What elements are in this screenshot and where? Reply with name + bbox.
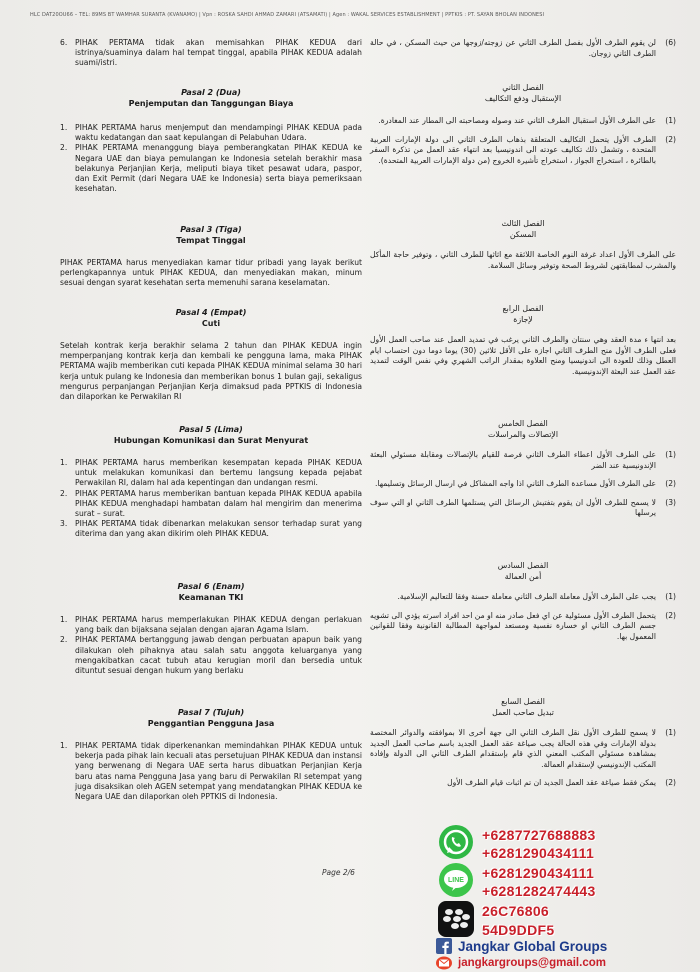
- bbm-pin: 54D9DDF5: [482, 922, 555, 938]
- list-item: 1. PIHAK PERTAMA harus menjemput dan mendampingi PIHAK KEDUA pada waktu kedatangan dan saat kepulangan di Pelabuhan Udara.: [60, 123, 362, 143]
- ar-section-7: [370, 696, 676, 789]
- line-icon: [436, 860, 476, 900]
- email-contact: [436, 956, 606, 970]
- facebook-page: [436, 938, 607, 954]
- ar-section-title: الفصل الخامس: [498, 419, 548, 428]
- ar-section-5: [370, 418, 676, 519]
- ar-section-subtitle: الإستقبال ودفع التكاليف: [484, 94, 562, 103]
- section-title: Pasal 2 (Dua): [181, 88, 241, 97]
- pasal-7: [60, 708, 362, 802]
- ar-section-subtitle: المسكن: [509, 230, 537, 239]
- section-subtitle: Keamanan TKI: [178, 592, 244, 602]
- ar-section-subtitle: تبديل صاحب العمل: [492, 708, 554, 717]
- ar-list-item: (2) الطرف الأول يتحمل التكاليف المتعلقة بذهاب الطرف الثاني الى دولة الإمارات العربية المتحدة ، وتشمل ذلك تكاليف عودته الى اندونيسيا بعد انتهاء عقد العمل من تذكرة السفر بالطائرة ، استخراج الجواز ، استخراج تأشيرة الخروج (من دولة الإمارات العربية المتحدة).: [370, 134, 676, 165]
- list-item: 2. PIHAK PERTAMA bertanggung jawab dengan perbuatan apapun baik yang dilakukan oleh pihaknya atau salah satu anggota keluarganya yang mengakibatkan cacat tubuh atau kerugian moril dan bersedia untuk dituntut sesuai dengan hukum yang berlaku: [60, 635, 362, 676]
- line-number: +6281290434111: [482, 865, 595, 881]
- section-title: Pasal 4 (Empat): [175, 308, 247, 317]
- pasal-5: [60, 425, 362, 540]
- section-list: [60, 741, 362, 802]
- ar-section-6: [370, 560, 676, 642]
- section-subtitle: Penggantian Pengguna Jasa: [147, 718, 275, 728]
- list-item: 2. PIHAK PERTAMA menanggung biaya pemberangkatan PIHAK KEDUA ke Negara UAE dan biaya pemulangan ke Indonesia setelah berakhir masa belakunya Perjanjian Kerja, meliputi biaya tiket pesawat udara, paspor, dan Exit Permit (dari Negara UAE ke Indonesia) serta biaya pemeriksaan kesehatan.: [60, 143, 362, 194]
- section-paragraph: Setelah kontrak kerja berakhir selama 2 tahun dan PIHAK KEDUA ingin memperpanjang kontrak kerja dan kembali ke pengguna lama, maka PIHAK PERTAMA wajib memberikan cuti kepada PIHAK KEDUA minimal selama 30 hari kerja untuk pulang ke Indonesia dan memberikan bonus 1 bulan gaji, sekaligus mengurus perpanjangan Perjanjian Kerja dimaksud pada PPTKIS di Indonesia dan dilaporkan ke Perwakilan RI: [60, 341, 362, 402]
- ar-section-title: الفصل الثالث: [501, 219, 545, 228]
- section-title: Pasal 5 (Lima): [179, 425, 243, 434]
- ar-list-item: (1) على الطرف الأول استقبال الطرف الثاني عند وصوله ومصاحبته الى المطار عند المغادرة.: [378, 116, 676, 125]
- section-title: Pasal 6 (Enam): [177, 582, 245, 591]
- blackberry-icon: [437, 900, 475, 938]
- list-item: 1. PIHAK PERTAMA tidak diperkenankan memindahkan PIHAK KEDUA untuk bekerja pada pihak lain kecuali atas persetujuan PIHAK KEDUA dan instansi yang berwenang di Negara UAE serta harus dibuatkan Perjanjian Kerja baru atas nama Pengguna Jasa yang baru di Perwakilan RI setempat yang juga disaksikan oleh AGEN setempat yang mendatangkan PIHAK KEDUA ke Negara UAE dan dilaporkan oleh PPTKIS di Indonesia.: [60, 741, 362, 802]
- item-6: 6. PIHAK PERTAMA tidak akan memisahkan PIHAK KEDUA dari istrinya/suaminya dalam hal tempat tinggal, apabila PIHAK KEDUA adalah suami/istri.: [60, 38, 362, 68]
- ar-section-subtitle: أمن العمالة: [504, 572, 542, 581]
- section-subtitle: Hubungan Komunikasi dan Surat Menyurat: [113, 435, 309, 445]
- list-item: 1. PIHAK PERTAMA harus memperlakukan PIHAK KEDUA dengan perlakuan yang baik dan bijaksana sejalan dengan ajaran Agama Islam.: [60, 615, 362, 635]
- section-subtitle: Tempat Tinggal: [176, 235, 246, 245]
- section-title: Pasal 3 (Tiga): [180, 225, 242, 234]
- email-address: jangkargroups@gmail.com: [458, 957, 606, 969]
- whatsapp-icon: [436, 822, 476, 862]
- section-title: Pasal 7 (Tujuh): [177, 708, 245, 717]
- section-paragraph: PIHAK PERTAMA harus menyediakan kamar tidur pribadi yang layak berikut perlengkapannya untuk PIHAK KEDUA, dan menyediakan makan, minum sesuai dengan syarat kesehatan serta memenuhi sarana keselamatan.: [60, 258, 362, 288]
- ar-section-paragraph: على الطرف الأول اعداد غرفة النوم الخاصة اللائقة مع اثاثها للطرف الثاني ، وتوفير حاجة المأكل والمشرب لمطابقتهن لشروط الصحة وتوفير وسائل السلامة.: [370, 250, 676, 270]
- ar-section-title: الفصل السادس: [497, 561, 549, 570]
- section-subtitle: Cuti: [201, 318, 221, 328]
- ar-section-subtitle: لإجازة: [513, 315, 533, 324]
- whatsapp-number: +6287727688883: [482, 827, 596, 843]
- whatsapp-number: +6281290434111: [482, 845, 595, 861]
- contact-overlay: [436, 822, 696, 972]
- ar-section-3: [370, 218, 676, 271]
- ar-section-paragraph: بعد انتها ء مدة العقد وهي سنتان والطرف الثاني يرغب في تمديد العمل عند صاحب العمل الأول فعلى الطرف الأول منح الطرف الثاني اجازة على الأقل ثلاثين (30) يوما دوما دون احتساب ايام العطل وذلك للعودة الى اندونيسيا ومنح العلاوة بمقدار الراتب الشهري وفي نفس الوقت لتمديد عقد العمل عند البعثة الإندونيسية.: [370, 335, 676, 376]
- ar-section-4: [370, 303, 676, 377]
- section-list: [60, 615, 362, 676]
- email-icon: [436, 956, 452, 970]
- ar-item-6: (6) لن يقوم الطرف الأول بفصل الطرف الثاني عن زوجته/زوجها من حيث المسكن ، في حالة الطرف الثاني زوجان.: [370, 38, 676, 58]
- pasal-6: [60, 582, 362, 676]
- line-number: +6281282474443: [482, 883, 596, 899]
- ar-list-item: (1) على الطرف الأول اعطاء الطرف الثاني فرصة للقيام بالإتصالات ومقابلة مسئولي البعثة الإندونيسية عند الضر: [370, 450, 676, 470]
- list-item: 3. PIHAK PERTAMA tidak dibenarkan melakukan sensor terhadap surat yang diterima dan yang akan dikirim oleh PIHAK KEDUA.: [60, 519, 362, 539]
- ar-list-item: (2) على الطرف الأول مساعدة الطرف الثاني اذا واجه المشاكل في ارسال الرسائل وتسليمها.: [375, 479, 676, 489]
- list-item: 1. PIHAK PERTAMA harus memberikan kesempatan kepada PIHAK KEDUA untuk melakukan komunikasi dan bertemu langsung kepada pejabat Perwakilan RI, dalam hal ada kepentingan dan undangan resmi.: [60, 458, 362, 488]
- page-number: Page 2/6: [322, 868, 355, 877]
- ar-section-subtitle: الإتصالات والمراسلات: [488, 430, 558, 439]
- ar-section-title: الفصل الرابع: [502, 304, 544, 313]
- document-header: HLC DAT20OU66 – TEL: 89MS BT WAMHAR SURANTA (KVANAMO) | Vpn : ROSKA SAHDI AHMAD ZAMARI (ATSAMATI) | Agen : WAKAL SERVICES ESTABLISHMENT | PPTKIS : PT. SAYAN BHOLAN INDONESI: [30, 12, 545, 18]
- section-list: [60, 123, 362, 194]
- bbm-pin: 26C76806: [482, 903, 550, 919]
- svg-text:LINE: LINE: [448, 877, 464, 884]
- pasal-4: [60, 308, 362, 402]
- section-list: [60, 458, 362, 540]
- pasal-2: [60, 88, 362, 194]
- ar-section-title: الفصل الثاني: [502, 83, 544, 92]
- facebook-icon: [436, 938, 452, 954]
- facebook-name: Jangkar Global Groups: [458, 938, 608, 954]
- section-subtitle: Penjemputan dan Tanggungan Biaya: [128, 98, 294, 108]
- ar-list-item: (1) يجب على الطرف الأول معاملة الطرف الثاني معاملة حسنة وفقا للتعاليم الإسلامية.: [397, 592, 676, 601]
- ar-list-item: (2) يمكن فقط صياغة عقد العمل الجديد ان تم اثبات قيام الطرف الأول: [447, 778, 676, 788]
- ar-section-2: [370, 82, 676, 166]
- pasal-3: [60, 225, 362, 289]
- ar-section-title: الفصل السابع: [501, 697, 545, 706]
- list-item: 2. PIHAK PERTAMA harus memberikan bantuan kepada PIHAK KEDUA apabila PIHAK KEDUA menghadapi hambatan dalam hal mengirim dan menerima surat – surat.: [60, 488, 362, 519]
- ar-list-item: (1) لا يسمح للطرف الأول نقل الطرف الثاني الى جهة أخرى الا بموافقته والدوائر المختصة بدولة الإمارات وفي هذه الحالة يجب صياغة عقد العمل الجديد باسم صاحب العمل الجديد بمشاهدة مسئولي المكتب المعني الذي قام بإستقدام الطرف الثاني الى الدولة وإفادة المكتب الإندونيسي لإستقدام العمالة.: [370, 728, 676, 769]
- ar-list-item: (3) لا يسمح للطرف الأول ان يقوم بتفتيش الرسائل التي يستلمها الطرف الثاني او التي سوف يرسلها: [370, 497, 676, 518]
- ar-list-item: (2) يتحمل الطرف الأول مسئولية عن اي فعل صادر منه او من احد افراد اسرته يؤدي الى تشويه جسم الطرف الثاني او خسارة نفسية ومستعد لمواجهة المطالبة القانونية وفقا للقوانين المعمول بها.: [370, 610, 676, 641]
